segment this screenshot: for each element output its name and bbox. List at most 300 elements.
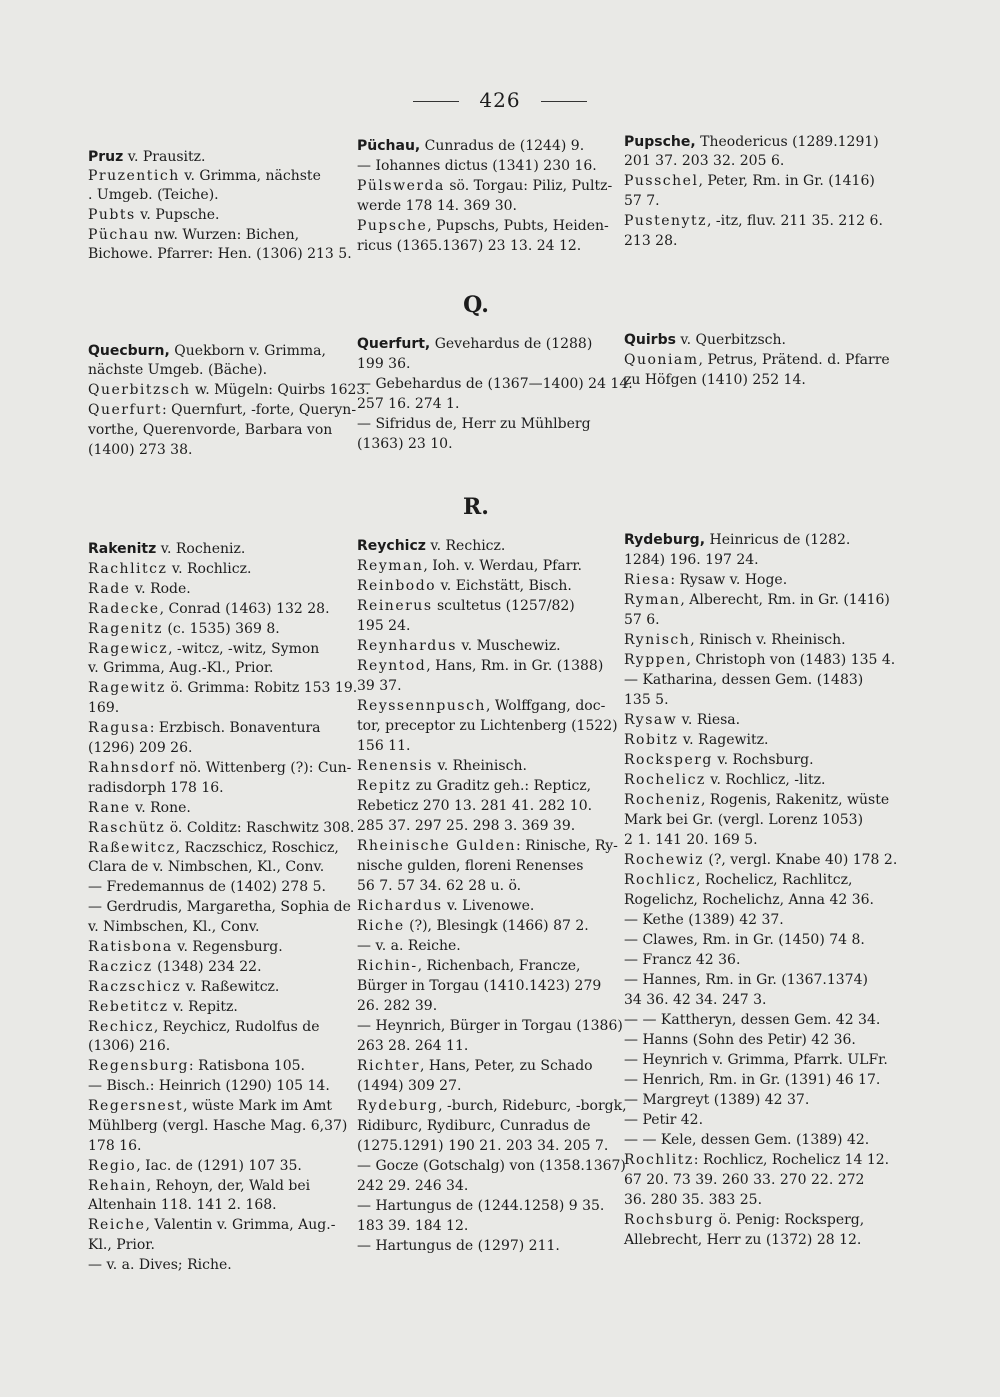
index-line (624, 731, 892, 751)
entry-text: v. Rode. (130, 581, 191, 597)
entry-text: , Petrus, Prätend. d. Pfarre (698, 352, 890, 368)
headword-spaced: Regersnest (88, 1098, 184, 1114)
entry-text: nö. Wittenberg (?): Cun- (175, 760, 352, 776)
index-line (88, 938, 350, 958)
entry-text: v. Querbitzsch. (675, 332, 786, 348)
index-line (88, 659, 350, 679)
entry-text: Kl., Prior. (88, 1237, 155, 1253)
headword-spaced: Rochelicz (624, 772, 706, 788)
entry-text: — Clawes, Rm. in Gr. (1450) 74 8. (624, 932, 865, 948)
entry-text: 178 16. (88, 1138, 142, 1154)
index-line (357, 335, 611, 355)
headword-spaced: Rechicz (88, 1019, 154, 1035)
entry-text: 201 37. 203 32. 205 6. (624, 153, 785, 169)
index-line (88, 699, 350, 719)
entry-text: v. Ragewitz. (678, 732, 769, 748)
section-heading-q: Q. (463, 292, 489, 318)
index-line (88, 1256, 350, 1276)
entry-text: v. Rone. (130, 800, 191, 816)
headword-spaced: Renensis (357, 758, 433, 774)
headword-spaced: Rebetitcz (88, 999, 169, 1015)
entry-text: sö. Torgau: Piliz, Pultz- (444, 178, 613, 194)
entry-text: 135 5. (624, 692, 669, 708)
entry-text: Theodericus (1289.1291) (695, 134, 879, 150)
entry-text: (1494) 309 27. (357, 1078, 462, 1094)
entry-text: ö. Colditz: Raschwitz 308. (165, 820, 355, 836)
entry-text: nische gulden, floreni Renenses (357, 858, 584, 874)
headword-bold: Rakenitz (88, 541, 157, 557)
entry-text: — Hannes, Rm. in Gr. (1367.1374) (624, 972, 868, 988)
headword-spaced: Rydeburg (357, 1098, 439, 1114)
entry-text: Rebeticz 270 13. 281 41. 282 10. (357, 798, 593, 814)
entry-text: — Henrich, Rm. in Gr. (1391) 46 17. (624, 1072, 881, 1088)
entry-text: 257 16. 274 1. (357, 396, 460, 412)
index-line (88, 226, 350, 246)
entry-text: 67 20. 73 39. 260 33. 270 22. 272 (624, 1172, 865, 1188)
entry-text: 285 37. 297 25. 298 3. 369 39. (357, 818, 576, 834)
index-line (624, 551, 892, 571)
headword-spaced: Reinbodo (357, 578, 437, 594)
index-line (88, 858, 350, 878)
entry-text: Ridiburc, Rydiburc, Cunradus de (357, 1118, 591, 1134)
entry-text: v. Rochlicz, -litz. (705, 772, 826, 788)
headword-spaced: Ragenitz (88, 621, 163, 637)
index-line (624, 1231, 892, 1251)
entry-text: — — Kele, dessen Gem. (1389) 42. (624, 1132, 870, 1148)
headword-spaced: Ryppen (624, 652, 687, 668)
headword-spaced: Reinerus (357, 598, 433, 614)
entry-text: nw. Wurzen: Bichen, (149, 227, 300, 243)
index-line (624, 611, 892, 631)
index-line (624, 671, 892, 691)
entry-text: 56 7. 57 34. 62 28 u. ö. (357, 878, 522, 894)
entry-text: , -witcz, -witz, Symon (168, 641, 320, 657)
entry-text: , -burch, Rideburc, -borgk, (438, 1098, 627, 1114)
entry-text: , Pupschs, Pubts, Heiden- (427, 218, 609, 234)
entry-text: , Wolffgang, doc- (485, 698, 606, 714)
index-line (624, 791, 892, 811)
index-line (357, 617, 611, 637)
entry-text: (1306) 216. (88, 1038, 171, 1054)
index-line (88, 998, 350, 1018)
index-line (624, 691, 892, 711)
entry-text: 57 6. (624, 612, 660, 628)
entry-text: zu Höfgen (1410) 252 14. (624, 372, 806, 388)
index-line (624, 1031, 892, 1051)
entry-text: (1348) 234 22. (152, 959, 262, 975)
entry-text: v. Pupsche. (135, 207, 220, 223)
headword-spaced: Reyman (357, 558, 424, 574)
entry-text: , Rinisch v. Rheinisch. (690, 632, 846, 648)
index-line (88, 1177, 350, 1197)
entry-text: v. Eichstätt, Bisch. (436, 578, 572, 594)
index-line (88, 1097, 350, 1117)
index-line (88, 918, 350, 938)
page-number-dash-left (413, 101, 459, 102)
index-line (357, 937, 611, 957)
entry-text: , -itz, fluv. 211 35. 212 6. (706, 213, 883, 229)
index-line (357, 1197, 611, 1217)
headword-bold: Pruz (88, 149, 124, 165)
index-line (624, 1011, 892, 1031)
index-line (624, 971, 892, 991)
entry-text: , Alberecht, Rm. in Gr. (1416) (680, 592, 890, 608)
entry-text: nächste Umgeb. (Bäche). (88, 362, 268, 378)
headword-bold: Püchau, (357, 138, 421, 154)
index-line (624, 1051, 892, 1071)
entry-text: 2 1. 141 20. 169 5. (624, 832, 758, 848)
headword-spaced: Riesa (624, 572, 671, 588)
entry-text: Gevehardus de (1288) (430, 336, 593, 352)
index-line (88, 978, 350, 998)
headword-spaced: Püchau (88, 227, 150, 243)
index-line (624, 1091, 892, 1111)
index-line (88, 1037, 350, 1057)
entry-text: — Petir 42. (624, 1112, 704, 1128)
headword-bold: Quecburn, (88, 343, 170, 359)
entry-text: 156 11. (357, 738, 411, 754)
entry-text: Cunradus de (1244) 9. (420, 138, 585, 154)
index-line (624, 771, 892, 791)
index-line (88, 839, 350, 859)
entry-text: — Margreyt (1389) 42 37. (624, 1092, 810, 1108)
entry-text: — Fredemannus de (1402) 278 5. (88, 879, 326, 895)
index-line (624, 331, 892, 351)
headword-spaced: Repitz (357, 778, 412, 794)
index-line (88, 1077, 350, 1097)
entry-text: 213 28. (624, 233, 678, 249)
entry-text: v. Prausitz. (123, 149, 206, 165)
entry-text: v. Rochsburg. (712, 752, 814, 768)
index-line (624, 133, 892, 153)
entry-text: ricus (1365.1367) 23 13. 24 12. (357, 238, 582, 254)
index-line (624, 991, 892, 1011)
index-line (357, 435, 611, 455)
headword-spaced: Rochlitz (624, 1152, 694, 1168)
entry-text: w. Mügeln: Quirbs 1623. (190, 382, 370, 398)
index-line (88, 186, 350, 206)
index-line (624, 192, 892, 212)
entry-text: v. Muschewiz. (456, 638, 561, 654)
index-line (624, 851, 898, 871)
index-line (624, 1111, 892, 1131)
headword-spaced: Reiche (88, 1217, 146, 1233)
entry-text: ö. Grimma: Robitz 153 19. (165, 680, 358, 696)
entry-text: v. Rechicz. (425, 538, 506, 554)
index-line (357, 977, 611, 997)
entry-text: Mark bei Gr. (vergl. Lorenz 1053) (624, 812, 864, 828)
index-line (357, 557, 611, 577)
entry-text: — — Kattheryn, dessen Gem. 42 34. (624, 1012, 881, 1028)
entry-text: — Heynrich v. Grimma, Pfarrk. ULFr. (624, 1052, 888, 1068)
entry-text: 39 37. (357, 678, 402, 694)
entry-text: — Hartungus de (1297) 211. (357, 1238, 560, 1254)
entry-text: ö. Penig: Rocksperg, (714, 1212, 865, 1228)
index-line (357, 717, 618, 737)
index-line (357, 157, 611, 177)
index-line (357, 637, 611, 657)
entry-text: : Erzbisch. Bonaventura (149, 720, 321, 736)
page-number-text: 426 (479, 88, 521, 112)
index-line (357, 237, 611, 257)
index-line (624, 172, 892, 192)
index-line (624, 891, 892, 911)
index-line (624, 951, 892, 971)
entry-text: v. Regensburg. (172, 939, 283, 955)
headword-spaced: Ragewicz (88, 641, 169, 657)
entry-text: : Rysaw v. Hoge. (670, 572, 788, 588)
headword-spaced: Reyssennpusch (357, 698, 486, 714)
index-line (88, 1196, 350, 1216)
entry-text: 183 39. 184 12. (357, 1218, 469, 1234)
entry-text: (1400) 273 38. (88, 442, 193, 458)
headword-spaced: Reyntod (357, 658, 427, 674)
entry-text: — Gebehardus de (1367—1400) 24 14. (357, 376, 633, 392)
headword-spaced: Rachlitcz (88, 561, 168, 577)
entry-text: 57 7. (624, 193, 660, 209)
index-line (357, 897, 611, 917)
entry-text: — Kethe (1389) 42 37. (624, 912, 784, 928)
index-line (357, 697, 611, 717)
entry-text: — Bisch.: Heinrich (1290) 105 14. (88, 1078, 330, 1094)
index-line (624, 631, 892, 651)
index-line (624, 571, 892, 591)
index-line (357, 1017, 623, 1037)
index-line (88, 580, 350, 600)
headword-spaced: Reynhardus (357, 638, 457, 654)
index-line (357, 837, 618, 857)
page-number (0, 88, 1000, 112)
headword-spaced: Robitz (624, 732, 679, 748)
index-line (357, 395, 611, 415)
index-line (357, 797, 611, 817)
entry-text: v. Nimbschen, Kl., Conv. (88, 919, 260, 935)
entry-text: Bichowe. Pfarrer: Hen. (1306) 213 5. (88, 246, 352, 262)
index-line (88, 898, 350, 918)
headword-bold: Rydeburg, (624, 532, 706, 548)
entry-text: (?), Blesingk (1466) 87 2. (404, 918, 589, 934)
headword-spaced: Regio (88, 1158, 137, 1174)
index-line (624, 152, 892, 172)
index-line (88, 1018, 350, 1038)
entry-text: : Rinische, Ry- (516, 838, 618, 854)
entry-text: , Richenbach, Francze, (417, 958, 581, 974)
index-line (357, 757, 611, 777)
index-line (357, 197, 611, 217)
headword-spaced: Rehain (88, 1178, 147, 1194)
index-line (357, 1057, 611, 1077)
index-line (624, 531, 892, 551)
index-line (357, 817, 611, 837)
headword-spaced: Rocheniz (624, 792, 701, 808)
index-line (624, 351, 892, 371)
headword-spaced: Rochewiz (624, 852, 704, 868)
index-line (624, 651, 896, 671)
headword-spaced: Ratisbona (88, 939, 173, 955)
entry-text: , Rogenis, Rakenitz, wüste (700, 792, 890, 808)
index-line (88, 819, 355, 839)
entry-text: — Iohannes dictus (1341) 230 16. (357, 158, 597, 174)
index-line (357, 957, 611, 977)
headword-spaced: Querfurt (88, 402, 162, 418)
entry-text: , Rochelicz, Rachlitcz, (696, 872, 853, 888)
headword-spaced: Pusschel (624, 173, 699, 189)
index-line (357, 1077, 611, 1097)
index-line (357, 375, 633, 395)
entry-text: vorthe, Querenvorde, Barbara von (88, 422, 333, 438)
index-line (88, 560, 350, 580)
entry-text: v. Rochlicz. (167, 561, 252, 577)
index-line (357, 917, 611, 937)
index-line (357, 1037, 611, 1057)
index-line (88, 1157, 350, 1177)
headword-bold: Quirbs (624, 332, 676, 348)
headword-spaced: Rochsburg (624, 1212, 715, 1228)
entry-text: v. Grimma, nächste (179, 168, 321, 184)
entry-text: Bürger in Torgau (1410.1423) 279 (357, 978, 602, 994)
entry-text: radisdorph 178 16. (88, 780, 224, 796)
entry-text: , Peter, Rm. in Gr. (1416) (698, 173, 875, 189)
index-line (357, 597, 611, 617)
entry-text: : Quernfurt, -forte, Queryn- (162, 402, 357, 418)
index-line (624, 751, 892, 771)
headword-spaced: Riche (357, 918, 405, 934)
entry-text: — Heynrich, Bürger in Torgau (1386) (357, 1018, 623, 1034)
entry-text: werde 178 14. 369 30. (357, 198, 517, 214)
headword-spaced: Richter (357, 1058, 420, 1074)
entry-text: (1296) 209 26. (88, 740, 193, 756)
section-heading-r: R. (463, 494, 489, 520)
entry-text: — Hanns (Sohn des Petir) 42 36. (624, 1032, 856, 1048)
index-line (88, 441, 350, 461)
entry-text: v. Raßewitcz. (181, 979, 280, 995)
index-line (357, 1237, 611, 1257)
entry-text: , Raczschicz, Roschicz, (175, 840, 339, 856)
index-line (357, 537, 611, 557)
index-line (624, 1131, 892, 1151)
entry-text: — Francz 42 36. (624, 952, 741, 968)
headword-spaced: Radecke (88, 601, 160, 617)
index-line (88, 620, 350, 640)
entry-text: Allebrecht, Herr zu (1372) 28 12. (624, 1232, 862, 1248)
index-line (624, 911, 892, 931)
index-line (357, 777, 611, 797)
index-line (357, 1117, 611, 1137)
headword-spaced: Ryman (624, 592, 681, 608)
index-line (88, 1117, 350, 1137)
entry-text: (?, vergl. Knabe 40) 178 2. (703, 852, 898, 868)
index-line (88, 206, 350, 226)
entry-text: 1284) 196. 197 24. (624, 552, 759, 568)
index-line (88, 148, 350, 168)
index-line (88, 1216, 350, 1236)
headword-spaced: Rane (88, 800, 131, 816)
entry-text: v. Livenowe. (442, 898, 535, 914)
index-line (88, 779, 350, 799)
entry-text: zu Graditz geh.: Repticz, (411, 778, 592, 794)
index-line (88, 640, 350, 660)
headword-spaced: Rocksperg (624, 752, 713, 768)
headword-spaced: Raschütz (88, 820, 166, 836)
index-line (88, 1236, 350, 1256)
entry-text: v. Rocheniz. (156, 541, 246, 557)
index-line (88, 878, 350, 898)
entry-text: 263 28. 264 11. (357, 1038, 469, 1054)
index-line (357, 577, 611, 597)
entry-text: Quekborn v. Grimma, (169, 343, 326, 359)
index-line (88, 540, 350, 560)
headword-spaced: Rynisch (624, 632, 691, 648)
entry-text: , wüste Mark im Amt (183, 1098, 333, 1114)
entry-text: , Valentin v. Grimma, Aug.- (145, 1217, 336, 1233)
index-line (624, 232, 892, 252)
headword-spaced: Rade (88, 581, 131, 597)
index-line (88, 600, 350, 620)
index-line (357, 355, 611, 375)
headword-bold: Pupsche, (624, 134, 696, 150)
headword-spaced: Rahnsdorf (88, 760, 176, 776)
headword-bold: Reychicz (357, 538, 426, 554)
entry-text: v. Grimma, Aug.-Kl., Prior. (88, 660, 274, 676)
index-line (624, 871, 892, 891)
entry-text: — Katharina, dessen Gem. (1483) (624, 672, 864, 688)
index-line (88, 759, 350, 779)
entry-text: — Hartungus de (1244.1258) 9 35. (357, 1198, 605, 1214)
index-line (624, 1151, 892, 1171)
entry-text: v. Rheinisch. (433, 758, 527, 774)
entry-text: 242 29. 246 34. (357, 1178, 469, 1194)
index-line (88, 739, 350, 759)
entry-text: . Umgeb. (Teiche). (88, 187, 219, 203)
index-line (357, 1217, 611, 1237)
index-line (88, 1137, 350, 1157)
entry-text: (c. 1535) 369 8. (162, 621, 280, 637)
index-line (357, 1097, 627, 1117)
index-line (624, 931, 892, 951)
headword-spaced: Pubts (88, 207, 136, 223)
index-line (624, 1191, 892, 1211)
index-line (624, 212, 892, 232)
index-line (357, 737, 611, 757)
headword-spaced: Pustenytz (624, 213, 707, 229)
entry-text: (1363) 23 10. (357, 436, 453, 452)
entry-text: , Christoph von (1483) 135 4. (686, 652, 896, 668)
index-line (357, 997, 611, 1017)
entry-text: tor, preceptor zu Lichtenberg (1522) (357, 718, 618, 734)
index-line (88, 342, 350, 362)
index-line (88, 361, 350, 381)
entry-text: (1275.1291) 190 21. 203 34. 205 7. (357, 1138, 609, 1154)
headword-spaced: Querbitzsch (88, 382, 191, 398)
index-line (357, 877, 611, 897)
entry-text: , Reychicz, Rudolfus de (153, 1019, 320, 1035)
headword-spaced: Regensburg (88, 1058, 189, 1074)
entry-text: , Rehoyn, der, Wald bei (146, 1178, 311, 1194)
entry-text: Mühlberg (vergl. Hasche Mag. 6,37) (88, 1118, 348, 1134)
headword-spaced: Rochlicz (624, 872, 696, 888)
headword-spaced: Raczicz (88, 959, 153, 975)
entry-text: , Conrad (1463) 132 28. (159, 601, 330, 617)
page-number-dash-right (541, 101, 587, 102)
entry-text: — Sifridus de, Herr zu Mühlberg (357, 416, 591, 432)
entry-text: 34 36. 42 34. 247 3. (624, 992, 767, 1008)
entry-text: , Hans, Peter, zu Schado (419, 1058, 593, 1074)
index-line (88, 679, 358, 699)
index-line (88, 719, 350, 739)
entry-text: v. Riesa. (677, 712, 741, 728)
index-line (624, 1071, 892, 1091)
index-line (88, 401, 357, 421)
